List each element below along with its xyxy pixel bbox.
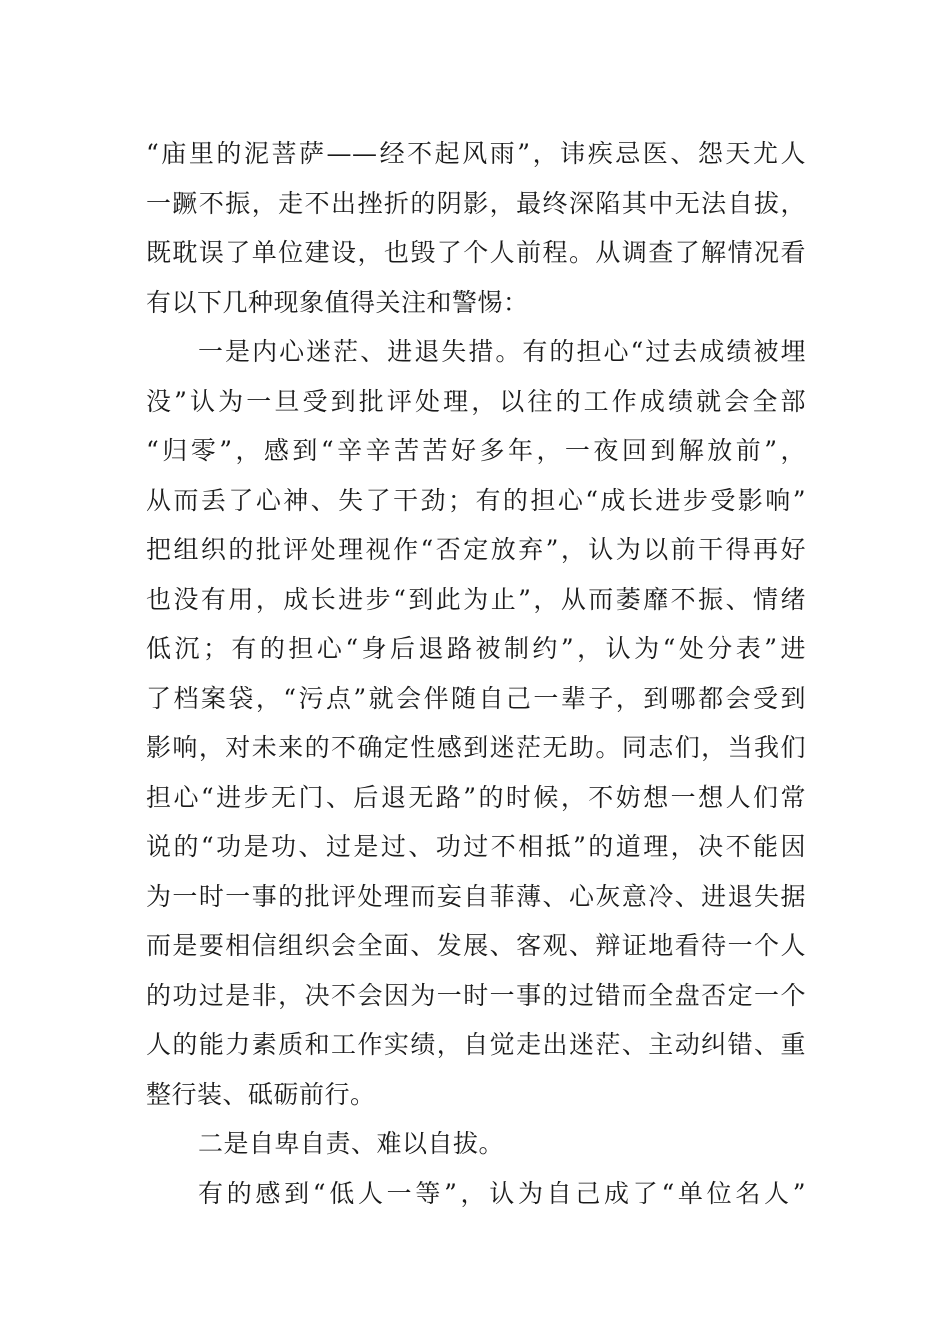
text-line: “归零”，感到“辛辛苦苦好多年，一夜回到解放前”， (146, 436, 806, 465)
text-line: 二是自卑自责、难以自拔。 (198, 1129, 505, 1158)
text-line: 从而丢了心神、失了干劲；有的担心“成长进步受影响” (146, 485, 806, 515)
text-line: 一蹶不振，走不出挫折的阴影，最终深陷其中无法自拔， (146, 188, 806, 218)
text-line: 了档案袋，“污点”就会伴随自己一辈子，到哪都会受到 (146, 683, 806, 713)
text-line: 也没有用，成长进步“到此为止”，从而萎靡不振、情绪 (146, 584, 806, 614)
text-line: 低沉；有的担心“身后退路被制约”，认为“处分表”进 (146, 634, 807, 663)
text-line: 的功过是非，决不会因为一时一事的过错而全盘否定一个 (146, 980, 806, 1010)
text-line: 影响，对未来的不确定性感到迷茫无助。同志们，当我们 (146, 733, 806, 762)
text-line: 把组织的批评处理视作“否定放弃”，认为以前干得再好 (146, 535, 806, 564)
text-line: 整行装、砥砺前行。 (146, 1079, 376, 1109)
document-page (146, 129, 806, 1218)
text-line: 有的感到“低人一等”，认为自己成了“单位名人” (198, 1178, 806, 1208)
text-line: 既耽误了单位建设，也毁了个人前程。从调查了解情况看 (146, 238, 806, 267)
text-line: 为一时一事的批评处理而妄自菲薄、心灰意冷、进退失据 (146, 881, 806, 911)
text-line: “庙里的泥菩萨——经不起风雨”，讳疾忌医、怨天尤人 (146, 139, 806, 168)
text-line: 一是内心迷茫、进退失措。有的担心“过去成绩被埋 (198, 337, 806, 366)
text-line: 说的“功是功、过是过、功过不相抵”的道理，决不能因 (146, 832, 806, 861)
text-line: 担心“进步无门、后退无路”的时候，不妨想一想人们常 (146, 782, 806, 812)
text-line: 有以下几种现象值得关注和警惕： (146, 287, 529, 317)
text-line: 没”认为一旦受到批评处理，以往的工作成绩就会全部 (146, 386, 806, 416)
text-line: 而是要相信组织会全面、发展、客观、辩证地看待一个人 (146, 931, 806, 960)
text-line: 人的能力素质和工作实绩，自觉走出迷茫、主动纠错、重 (146, 1030, 806, 1059)
